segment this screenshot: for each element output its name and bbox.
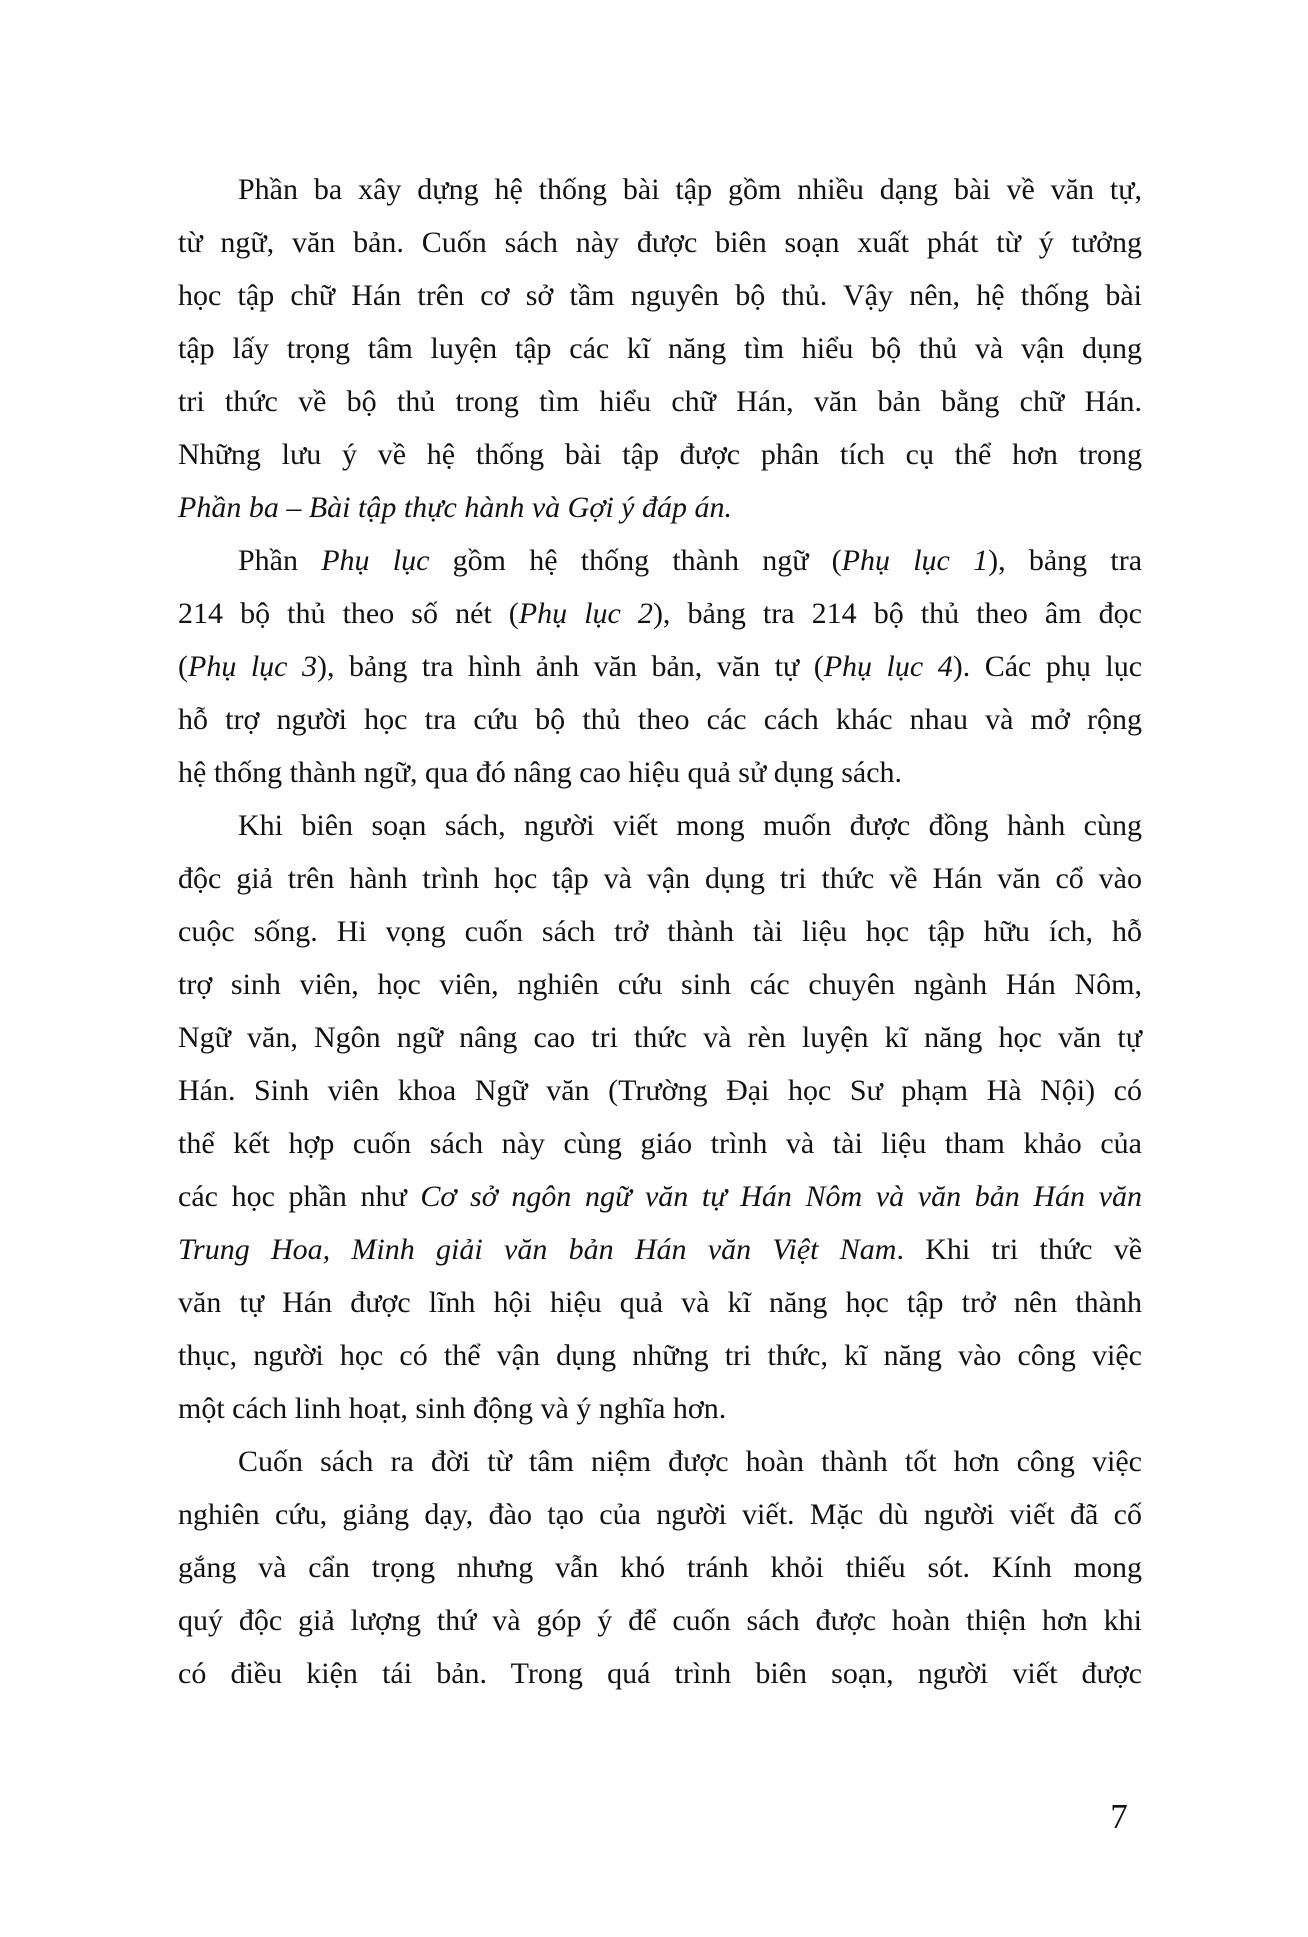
text-line bbox=[178, 1541, 1142, 1594]
text-run: có điều kiện tái bản. Trong quá trình biên soạn, người viết được bbox=[178, 1657, 1142, 1690]
text-run: cuộc sống. Hi vọng cuốn sách trở thành tài liệu học tập hữu ích, hỗ bbox=[178, 915, 1142, 948]
italic-text-run: Cơ sở ngôn ngữ văn tự Hán Nôm và văn bản Hán văn bbox=[420, 1180, 1142, 1213]
text-run: Cuốn sách ra đời từ tâm niệm được hoàn thành tốt hơn công việc bbox=[238, 1445, 1142, 1478]
text-line bbox=[178, 481, 1142, 534]
text-run: nghiên cứu, giảng dạy, đào tạo của người viết. Mặc dù người viết đã cố bbox=[178, 1498, 1142, 1531]
text-line bbox=[178, 428, 1142, 481]
text-run: độc giả trên hành trình học tập và vận dụng tri thức về Hán văn cổ vào bbox=[178, 862, 1142, 895]
text-line bbox=[178, 640, 1142, 693]
text-line bbox=[178, 905, 1142, 958]
italic-text-run: Phụ lục 2 bbox=[518, 597, 653, 630]
text-line bbox=[178, 799, 1142, 852]
text-line bbox=[178, 1647, 1142, 1700]
text-run: Phần bbox=[238, 544, 322, 577]
text-run: Phần ba xây dựng hệ thống bài tập gồm nhiều dạng bài về văn tự, bbox=[238, 173, 1142, 206]
text-line bbox=[178, 216, 1142, 269]
text-run: từ ngữ, văn bản. Cuốn sách này được biên soạn xuất phát từ ý tưởng bbox=[178, 226, 1142, 259]
text-line bbox=[178, 1435, 1142, 1488]
text-run: một cách linh hoạt, sinh động và ý nghĩa hơn. bbox=[178, 1392, 727, 1425]
text-run: gồm hệ thống thành ngữ ( bbox=[429, 544, 842, 577]
text-run: Ngữ văn, Ngôn ngữ nâng cao tri thức và rèn luyện kĩ năng học văn tự bbox=[178, 1021, 1142, 1054]
text-run: . Khi tri thức về bbox=[896, 1233, 1143, 1266]
italic-text-run: Phụ lục bbox=[321, 544, 430, 577]
text-run: ), bảng tra hình ảnh văn bản, văn tự ( bbox=[317, 650, 824, 683]
text-run: gắng và cẩn trọng nhưng vẫn khó tránh khỏi thiếu sót. Kính mong bbox=[178, 1551, 1142, 1584]
text-line bbox=[178, 1117, 1142, 1170]
text-run: quý độc giả lượng thứ và góp ý để cuốn sách được hoàn thiện hơn khi bbox=[178, 1604, 1142, 1637]
italic-text-run: Phần ba – Bài tập thực hành và Gợi ý đáp án. bbox=[178, 491, 732, 524]
text-line bbox=[178, 587, 1142, 640]
text-run: học tập chữ Hán trên cơ sở tầm nguyên bộ thủ. Vậy nên, hệ thống bài bbox=[178, 279, 1142, 312]
text-line bbox=[178, 1329, 1142, 1382]
text-line bbox=[178, 322, 1142, 375]
text-run: tập lấy trọng tâm luyện tập các kĩ năng tìm hiểu bộ thủ và vận dụng bbox=[178, 332, 1142, 365]
text-run: ), bảng tra bbox=[988, 544, 1143, 577]
text-run: ( bbox=[178, 650, 188, 683]
text-run: ). Các phụ lục bbox=[952, 650, 1143, 683]
text-line bbox=[178, 693, 1142, 746]
italic-text-run: Trung Hoa, Minh giải văn bản Hán văn Việt Nam bbox=[178, 1233, 897, 1266]
page-number: 7 bbox=[1110, 1797, 1128, 1836]
text-run: Những lưu ý về hệ thống bài tập được phân tích cụ thể hơn trong bbox=[178, 438, 1142, 471]
text-line bbox=[178, 1064, 1142, 1117]
text-line bbox=[178, 958, 1142, 1011]
paragraph bbox=[178, 1435, 1142, 1700]
text-run: các học phần như bbox=[178, 1180, 421, 1213]
italic-text-run: Phụ lục 4 bbox=[823, 650, 953, 683]
paragraph bbox=[178, 799, 1142, 1435]
text-run: ), bảng tra 214 bộ thủ theo âm đọc bbox=[652, 597, 1142, 630]
paragraph bbox=[178, 534, 1142, 799]
text-line bbox=[178, 269, 1142, 322]
text-run: thục, người học có thể vận dụng những tri thức, kĩ năng vào công việc bbox=[178, 1339, 1142, 1372]
text-run: văn tự Hán được lĩnh hội hiệu quả và kĩ năng học tập trở nên thành bbox=[178, 1286, 1142, 1319]
text-line bbox=[178, 1488, 1142, 1541]
text-run: thể kết hợp cuốn sách này cùng giáo trình và tài liệu tham khảo của bbox=[178, 1127, 1142, 1160]
text-line bbox=[178, 534, 1142, 587]
italic-text-run: Phụ lục 3 bbox=[188, 650, 317, 683]
text-line bbox=[178, 1276, 1142, 1329]
text-line bbox=[178, 375, 1142, 428]
text-run: hệ thống thành ngữ, qua đó nâng cao hiệu quả sử dụng sách. bbox=[178, 756, 903, 789]
text-block bbox=[178, 163, 1142, 1700]
italic-text-run: Phụ lục 1 bbox=[841, 544, 989, 577]
text-run: 214 bộ thủ theo số nét ( bbox=[178, 597, 519, 630]
text-run: hỗ trợ người học tra cứu bộ thủ theo các cách khác nhau và mở rộng bbox=[178, 703, 1142, 736]
paragraph bbox=[178, 163, 1142, 534]
text-line bbox=[178, 852, 1142, 905]
text-run: trợ sinh viên, học viên, nghiên cứu sinh các chuyên ngành Hán Nôm, bbox=[178, 968, 1142, 1001]
text-run: Hán. Sinh viên khoa Ngữ văn (Trường Đại học Sư phạm Hà Nội) có bbox=[178, 1074, 1142, 1107]
text-line bbox=[178, 1223, 1142, 1276]
text-line bbox=[178, 746, 1142, 799]
text-line bbox=[178, 1382, 1142, 1435]
text-line bbox=[178, 1594, 1142, 1647]
text-run: tri thức về bộ thủ trong tìm hiểu chữ Hán, văn bản bằng chữ Hán. bbox=[178, 385, 1142, 418]
text-line bbox=[178, 1170, 1142, 1223]
text-line bbox=[178, 163, 1142, 216]
text-run: Khi biên soạn sách, người viết mong muốn được đồng hành cùng bbox=[238, 809, 1142, 842]
text-line bbox=[178, 1011, 1142, 1064]
